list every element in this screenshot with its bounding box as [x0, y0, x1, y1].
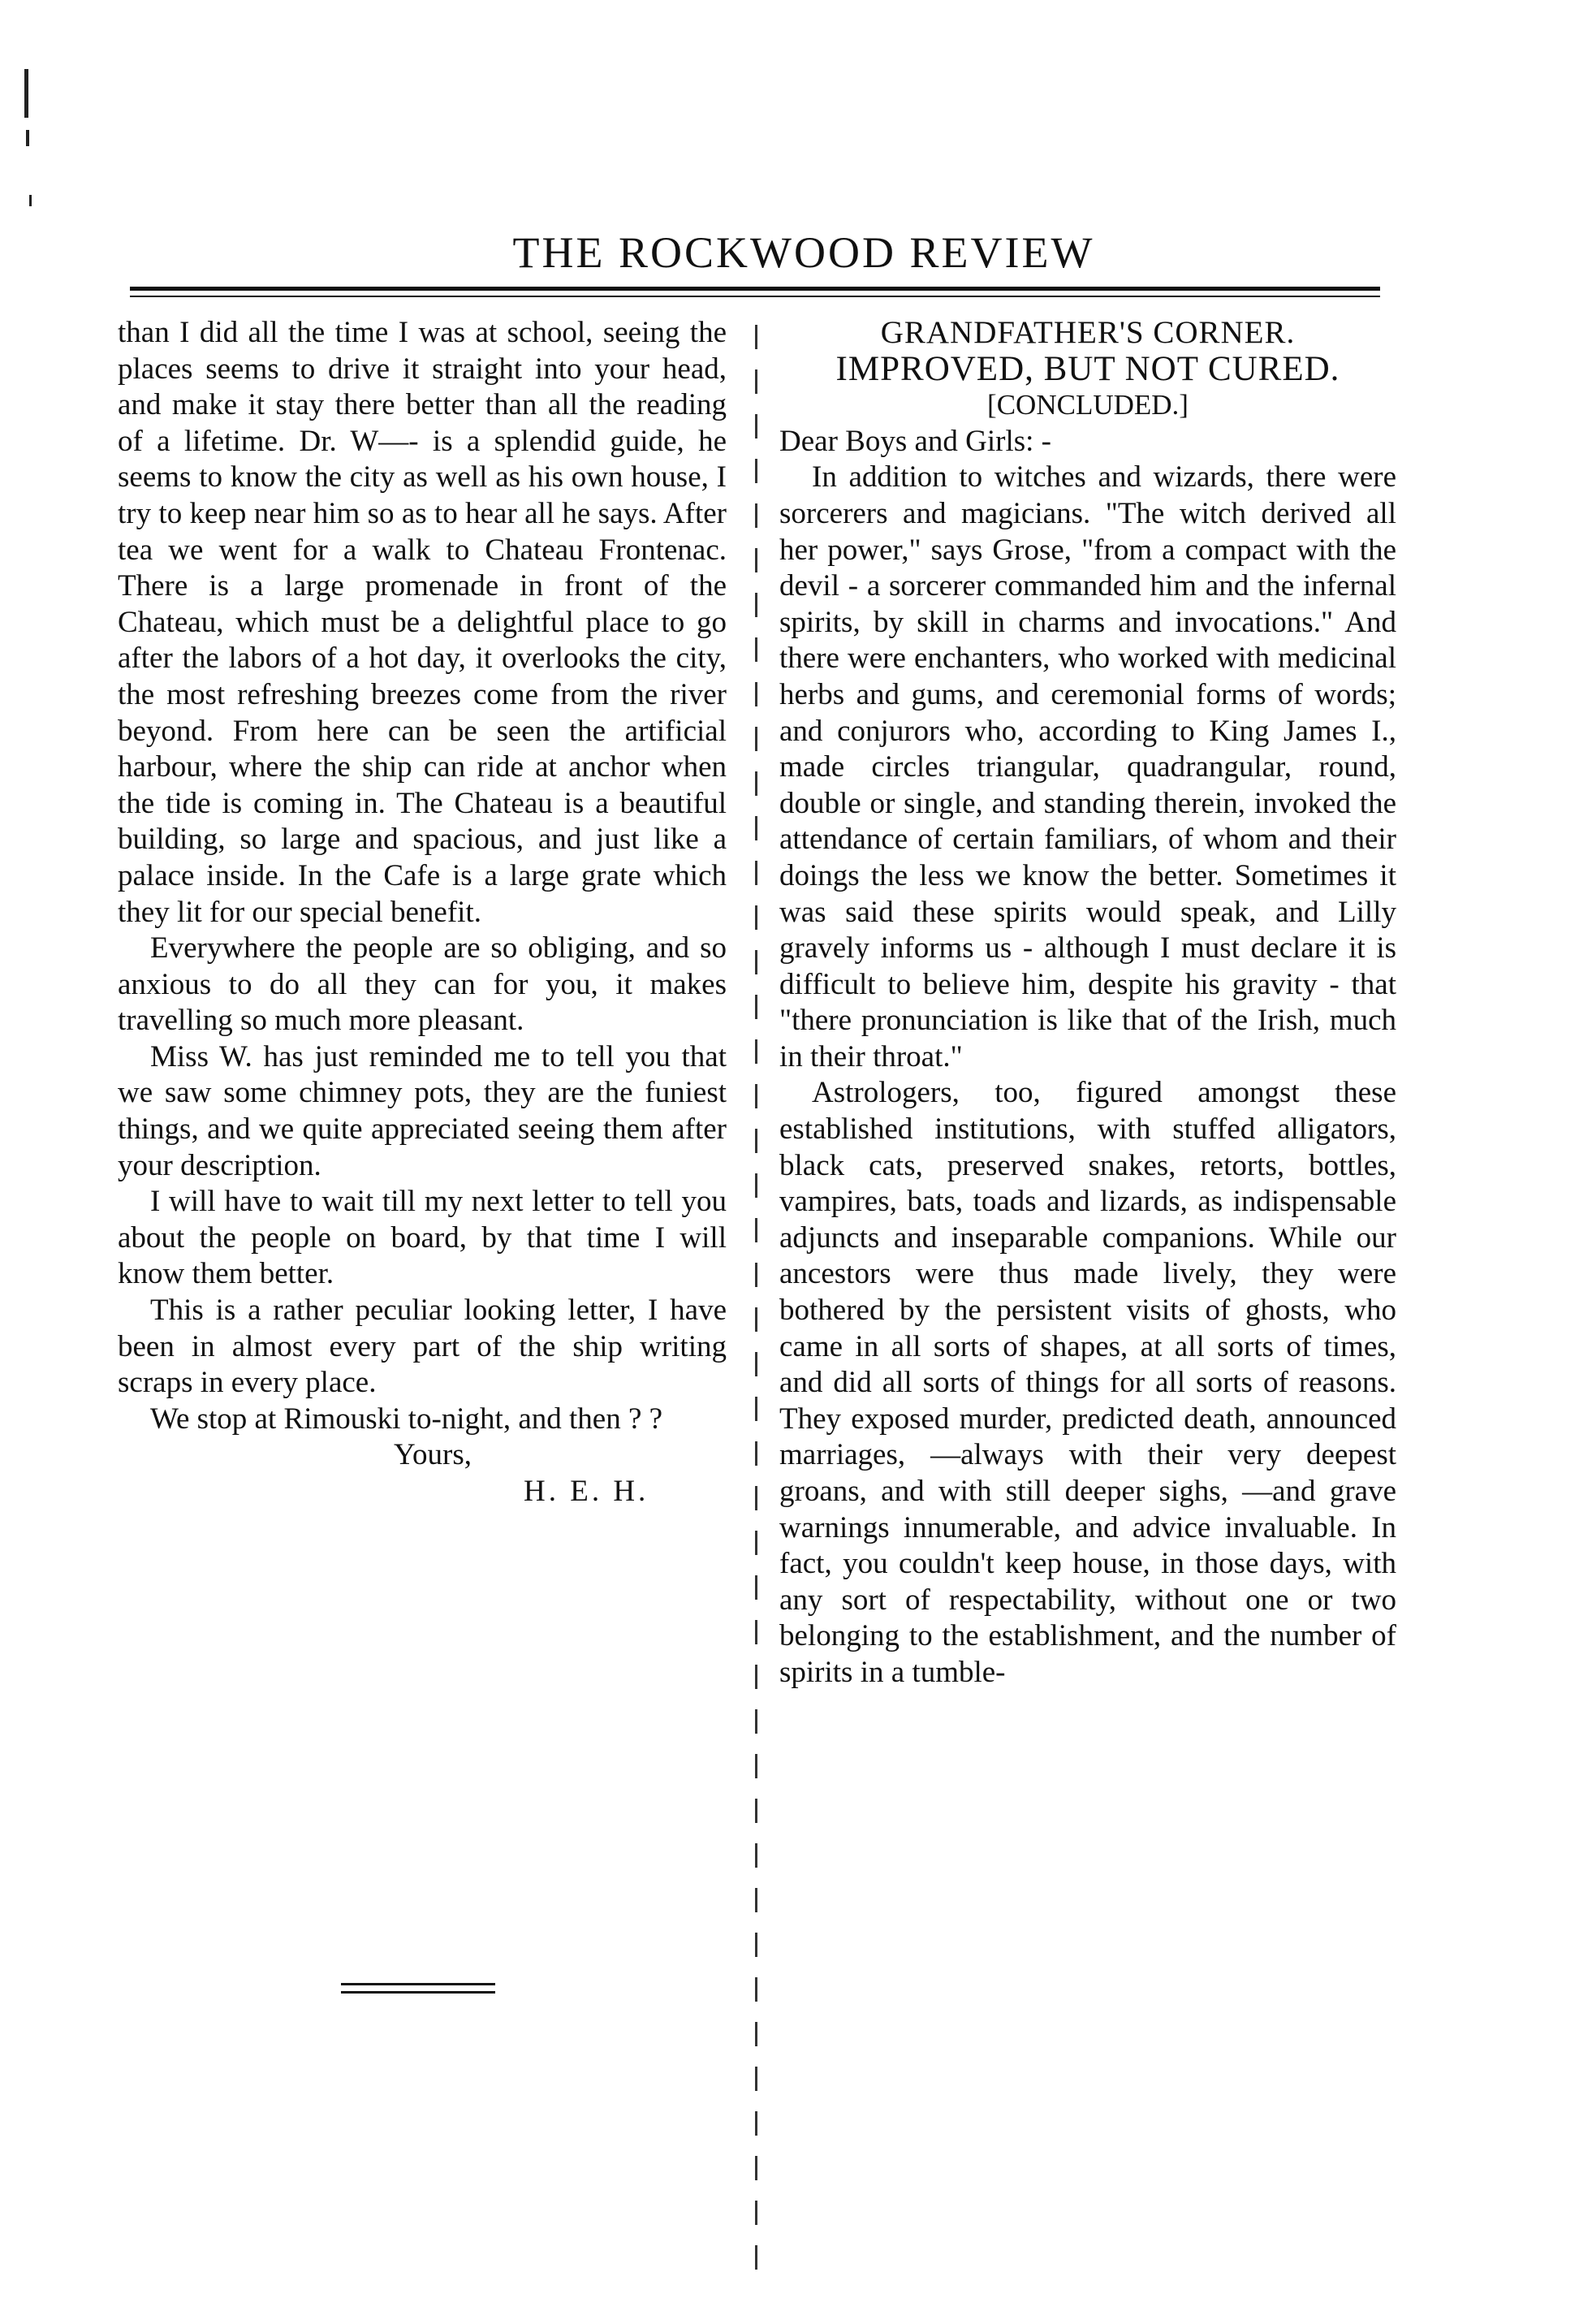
paragraph: than I did all the time I was at school, seeing the places seems to drive it straight into your head, and make it stay there better than all the reading of a lifetime. Dr. W—- is a splendid guide, he seems to know the city as well as his own house, I try to keep near him so as to hear all he says. After tea we went for a walk to Chateau Frontenac. There is a large promenade in front of the Chateau, which must be a delightful place to go after the labors of a hot day, it overlooks the city, the most refreshing breezes come from the river beyond. From here can be seen the artificial harbour, where the ship can ride at anchor when the tide is coming in. The Chateau is a beautiful building, so large and spacious, and just like a palace inside. In the Cafe is a large grate which they lit for our special benefit. — [118, 316, 727, 929]
scan-speck — [26, 130, 29, 146]
paragraph: I will have to wait till my next letter to tell you about the people on board, by that time I will know them better. — [118, 1185, 727, 1291]
salutation: Dear Boys and Girls: - — [779, 424, 1051, 458]
paragraph: Everywhere the people are so obliging, and so anxious to do all they can for you, it makes travelling so much more pleasant. — [118, 931, 727, 1038]
article-note: [CONCLUDED.] — [987, 389, 1189, 421]
paragraph: In addition to witches and wizards, there were sorcerers and magicians. "The witch derived all her power," says Grose, "from a compact with the devil - a sorcerer commanded him and the infernal spirits, by skill in charms and invocations." And there were enchanters, who worked with medicinal herbs and gums, and ceremonial forms of words; and conjurors who, according to King James I., made circles triangular, quadrangular, round, double or single, and standing therein, invoked the attendance of certain familiars, of whom and their doings the less we know the better. Sometimes it was said these spirits would speak, and Lilly gravely informs us - although I must declare it is difficult to believe him, despite his gravity - that "there pronunciation is like that of the Irish, much in their throat." — [779, 460, 1396, 1073]
signature: H. E. H. — [524, 1475, 649, 1508]
scan-speck — [24, 69, 28, 118]
end-rule — [341, 1991, 495, 1994]
left-column — [118, 315, 727, 1510]
right-column — [779, 315, 1396, 1691]
end-rule — [341, 1983, 495, 1985]
article-title: IMPROVED, BUT NOT CURED. — [835, 349, 1340, 388]
paragraph: Astrologers, too, figured amongst these established institutions, with stuffed alligators, black cats, preserved snakes, retorts, bottles, vampires, bats, toads and lizards, as indispensable adjuncts and inseparable companions. While our ancestors were thus made lively, they were bothered by the persistent visits of ghosts, who came in all sorts of shapes, at all sorts of times, and did all sorts of things for all sorts of reasons. They exposed murder, predicted death, announced marriages, —always with their very deepest groans, and with still deeper sighs, —and grave warnings innumerable, and advice invaluable. In fact, you couldn't keep house, in those days, with any sort of respectability, without one or two belonging to the establishment, and the number of spirits in a tumble- — [779, 1076, 1396, 1689]
section-heading: GRANDFATHER'S CORNER. — [880, 315, 1296, 350]
scan-speck — [29, 195, 32, 206]
sign-off: Yours, — [394, 1438, 472, 1472]
paragraph: We stop at Rimouski to-night, and then ? ? — [150, 1402, 663, 1436]
paragraph: This is a rather peculiar looking letter, I have been in almost every part of the ship writing scraps in every place. — [118, 1294, 727, 1400]
page-title: THE ROCKWOOD REVIEW — [512, 228, 1095, 277]
column-divider — [755, 325, 757, 2290]
header-rule-thin — [130, 296, 1380, 297]
paragraph: Miss W. has just reminded me to tell you that we saw some chimney pots, they are the funiest things, and we quite appreciated seeing them after your description. — [118, 1039, 727, 1182]
header-rule — [130, 287, 1380, 291]
